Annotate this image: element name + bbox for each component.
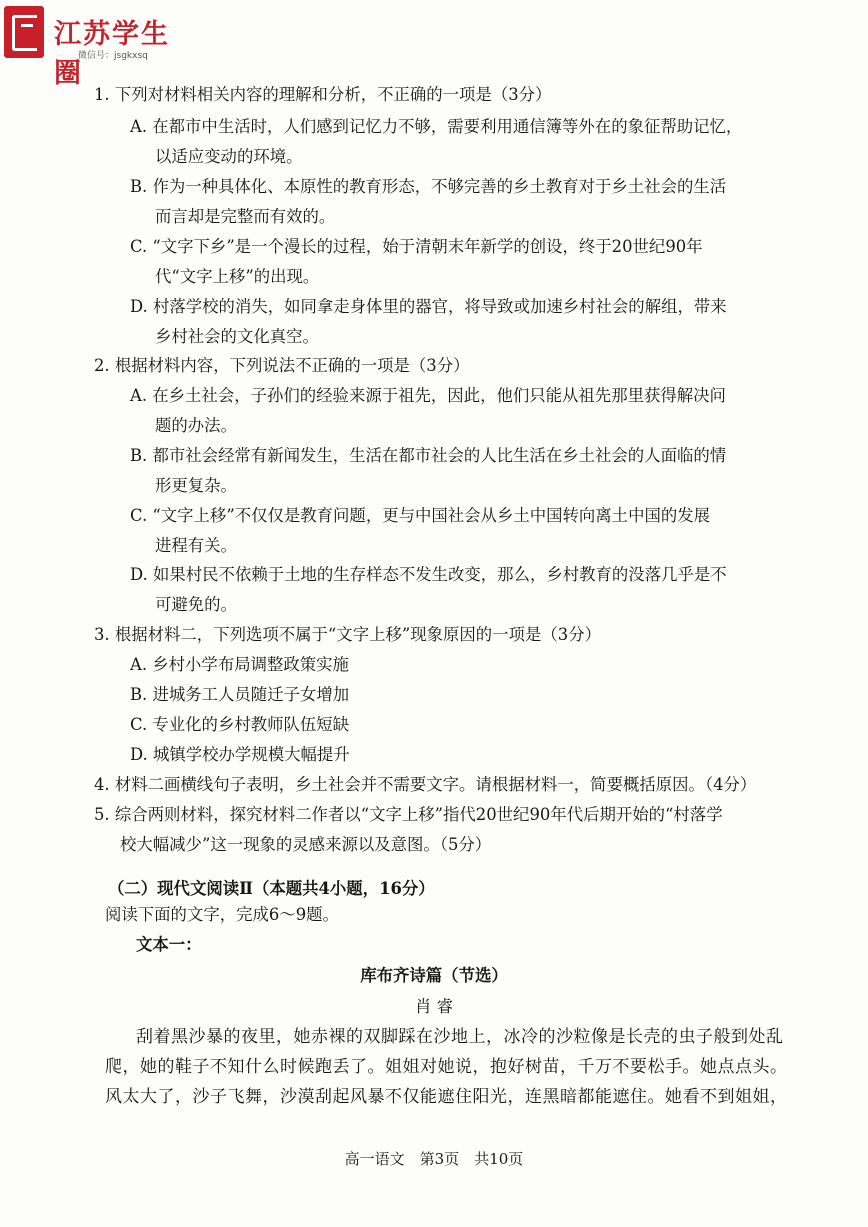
text-line: 校大幅减少”这一现象的灵感来源以及意图。（5分） xyxy=(120,835,492,854)
text-line: 高一语文 第3页 共10页 xyxy=(344,1150,524,1168)
text-line: A. 在都市中生活时，人们感到记忆力不够，需要利用通信簿等外在的象征帮助记忆， xyxy=(130,117,743,136)
text-line: 肖 睿 xyxy=(415,997,453,1016)
text-line: C. “文字下乡”是一个漫长的过程，始于清朝末年新学的创设，终于20世纪90年 xyxy=(130,237,703,256)
text-line: 代“文字上移”的出现。 xyxy=(155,267,320,286)
text-line: D. 如果村民不依赖于土地的生存样态不发生改变，那么，乡村教育的没落几乎是不 xyxy=(130,565,727,584)
text-line: 爬，她的鞋子不知什么时候跑丢了。姐姐对她说，抱好树苗，千万不要松手。她点点头。 xyxy=(105,1057,788,1077)
text-line: 5. 综合两则材料，探究材料二作者以“文字上移”指代20世纪90年代后期开始的“村落学 xyxy=(94,805,723,824)
text-line: 文本一： xyxy=(136,935,202,954)
text-line: 进程有关。 xyxy=(155,536,237,555)
text-line: 刮着黑沙暴的夜里，她赤裸的双脚踩在沙地上，冰冷的沙粒像是长壳的虫子般到处乱 xyxy=(136,1027,784,1047)
logo-subtitle: 微信号：jsgkxsq xyxy=(78,51,148,61)
text-line: B. 进城务工人员随迁子女增加 xyxy=(130,685,350,704)
text-line: 风太大了，沙子飞舞，沙漠刮起风暴不仅能遮住阳光，连黑暗都能遮住。她看不到姐姐， xyxy=(105,1087,788,1107)
text-line: 题的办法。 xyxy=(155,416,237,435)
text-line: （二）现代文阅读Ⅱ（本题共4小题，16分） xyxy=(108,879,435,898)
text-line: 3. 根据材料二，下列选项不属于“文字上移”现象原因的一项是（3分） xyxy=(94,625,601,644)
text-line: 乡村社会的文化真空。 xyxy=(155,327,319,346)
text-line: A. 在乡土社会，子孙们的经验来源于祖先，因此，他们只能从祖先那里获得解决问 xyxy=(130,386,726,405)
text-line: C. “文字上移”不仅仅是教育问题，更与中国社会从乡土中国转向离土中国的发展 xyxy=(130,506,711,525)
text-line: 1. 下列对材料相关内容的理解和分析，不正确的一项是（3分） xyxy=(94,85,552,104)
text-line: C. 专业化的乡村教师队伍短缺 xyxy=(130,715,350,734)
text-line: 2. 根据材料内容，下列说法不正确的一项是（3分） xyxy=(94,356,470,375)
text-line: 可避免的。 xyxy=(155,595,237,614)
text-line: 阅读下面的文字，完成6～9题。 xyxy=(105,905,339,924)
text-line: B. 作为一种具体化、本原性的教育形态，不够完善的乡土教育对于乡土社会的生活 xyxy=(130,177,727,196)
text-line: B. 都市社会经常有新闻发生，生活在都市社会的人比生活在乡土社会的人面临的情 xyxy=(130,446,727,465)
text-line: 形更复杂。 xyxy=(155,476,237,495)
text-line: 而言却是完整而有效的。 xyxy=(155,207,336,226)
logo-mark-icon xyxy=(4,6,44,58)
text-line: 4. 材料二画横线句子表明，乡土社会并不需要文字。请根据材料一，简要概括原因。（4分） xyxy=(94,775,757,794)
text-line: 以适应变动的环境。 xyxy=(155,147,303,166)
logo-title: 江苏学生圈 xyxy=(54,19,170,89)
brand-logo xyxy=(4,6,194,89)
text-line: D. 城镇学校办学规模大幅提升 xyxy=(130,745,350,764)
text-line: A. 乡村小学布局调整政策实施 xyxy=(130,655,349,674)
text-line: D. 村落学校的消失，如同拿走身体里的器官，将导致或加速乡村社会的解组，带来 xyxy=(130,297,727,316)
text-line: 库布齐诗篇（节选） xyxy=(360,966,508,985)
